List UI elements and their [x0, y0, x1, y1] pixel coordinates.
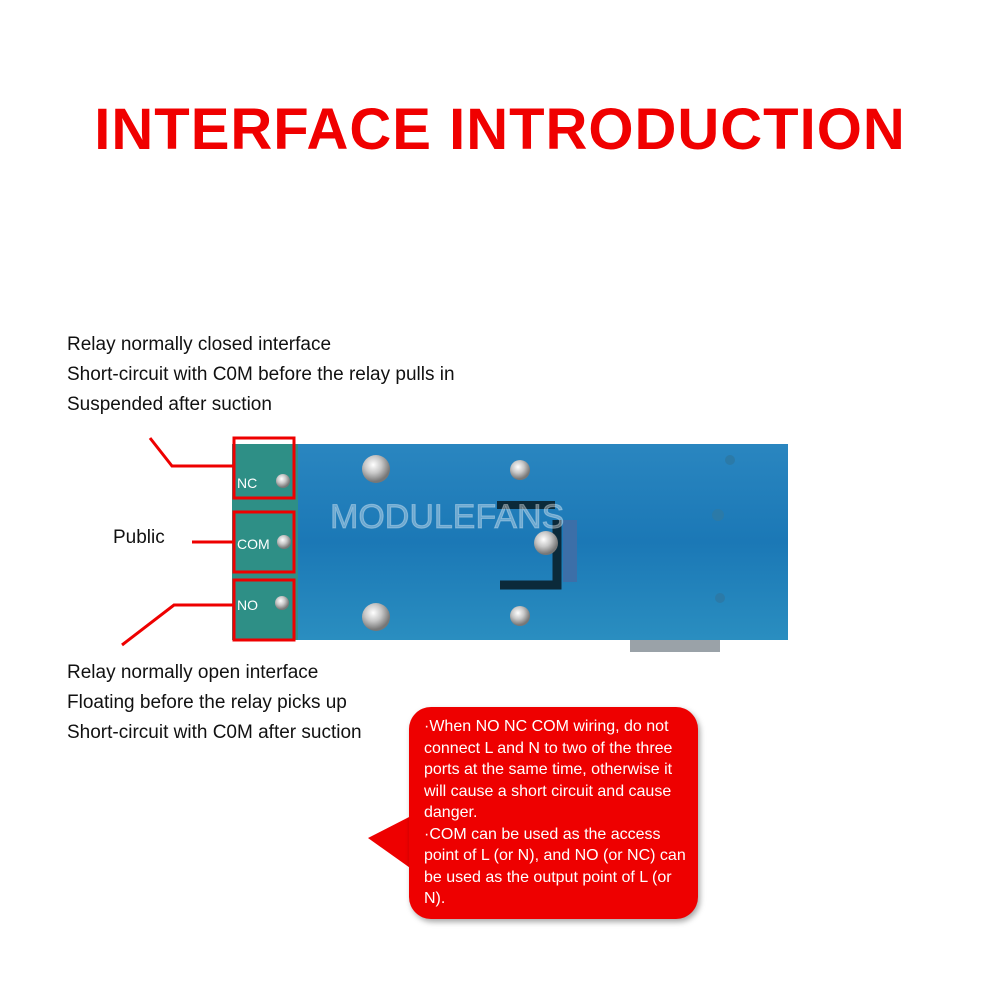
terminal-label-com: COM	[237, 536, 270, 552]
terminal-pin-no	[275, 596, 289, 610]
callout-pointer	[368, 815, 413, 870]
mounting-hole	[725, 455, 735, 465]
warning-paragraph: ·When NO NC COM wiring, do not connect L and N to two of the three ports at the same time, otherwise it will cause a short circuit and cause danger.	[424, 718, 673, 821]
no-leader-line	[122, 605, 234, 645]
no-description-line: Short-circuit with C0M after suction	[67, 722, 362, 743]
no-description-line: Relay normally open interface	[67, 662, 319, 683]
no-description-line: Floating before the relay picks up	[67, 692, 347, 713]
terminal-pin-com	[277, 535, 291, 549]
relay-pad-highlight	[563, 520, 577, 582]
pcb-underside	[630, 640, 720, 652]
warning-text	[424, 716, 696, 910]
nc-description-line: Suspended after suction	[67, 394, 272, 415]
public-label: Public	[113, 527, 165, 548]
solder-joint	[362, 455, 390, 483]
mounting-hole	[712, 509, 724, 521]
pcb-board	[232, 444, 788, 640]
nc-description-line: Relay normally closed interface	[67, 334, 332, 355]
solder-joint	[362, 603, 390, 631]
solder-joint	[510, 606, 530, 626]
page-title: INTERFACE INTRODUCTION	[94, 97, 906, 162]
mounting-hole	[715, 593, 725, 603]
nc-description-line: Short-circuit with C0M before the relay pulls in	[67, 364, 455, 385]
terminal-label-no: NO	[237, 597, 258, 613]
terminal-label-nc: NC	[237, 475, 258, 491]
no-description	[67, 658, 362, 748]
terminal-pin-nc	[276, 474, 290, 488]
warning-paragraph: ·COM can be used as the access point of L (or N), and NO (or NC) can be used as the output point of L (or N).	[424, 825, 686, 907]
solder-joint	[510, 460, 530, 480]
watermark: MODULEFANS	[330, 498, 565, 536]
nc-leader-line	[150, 438, 234, 466]
